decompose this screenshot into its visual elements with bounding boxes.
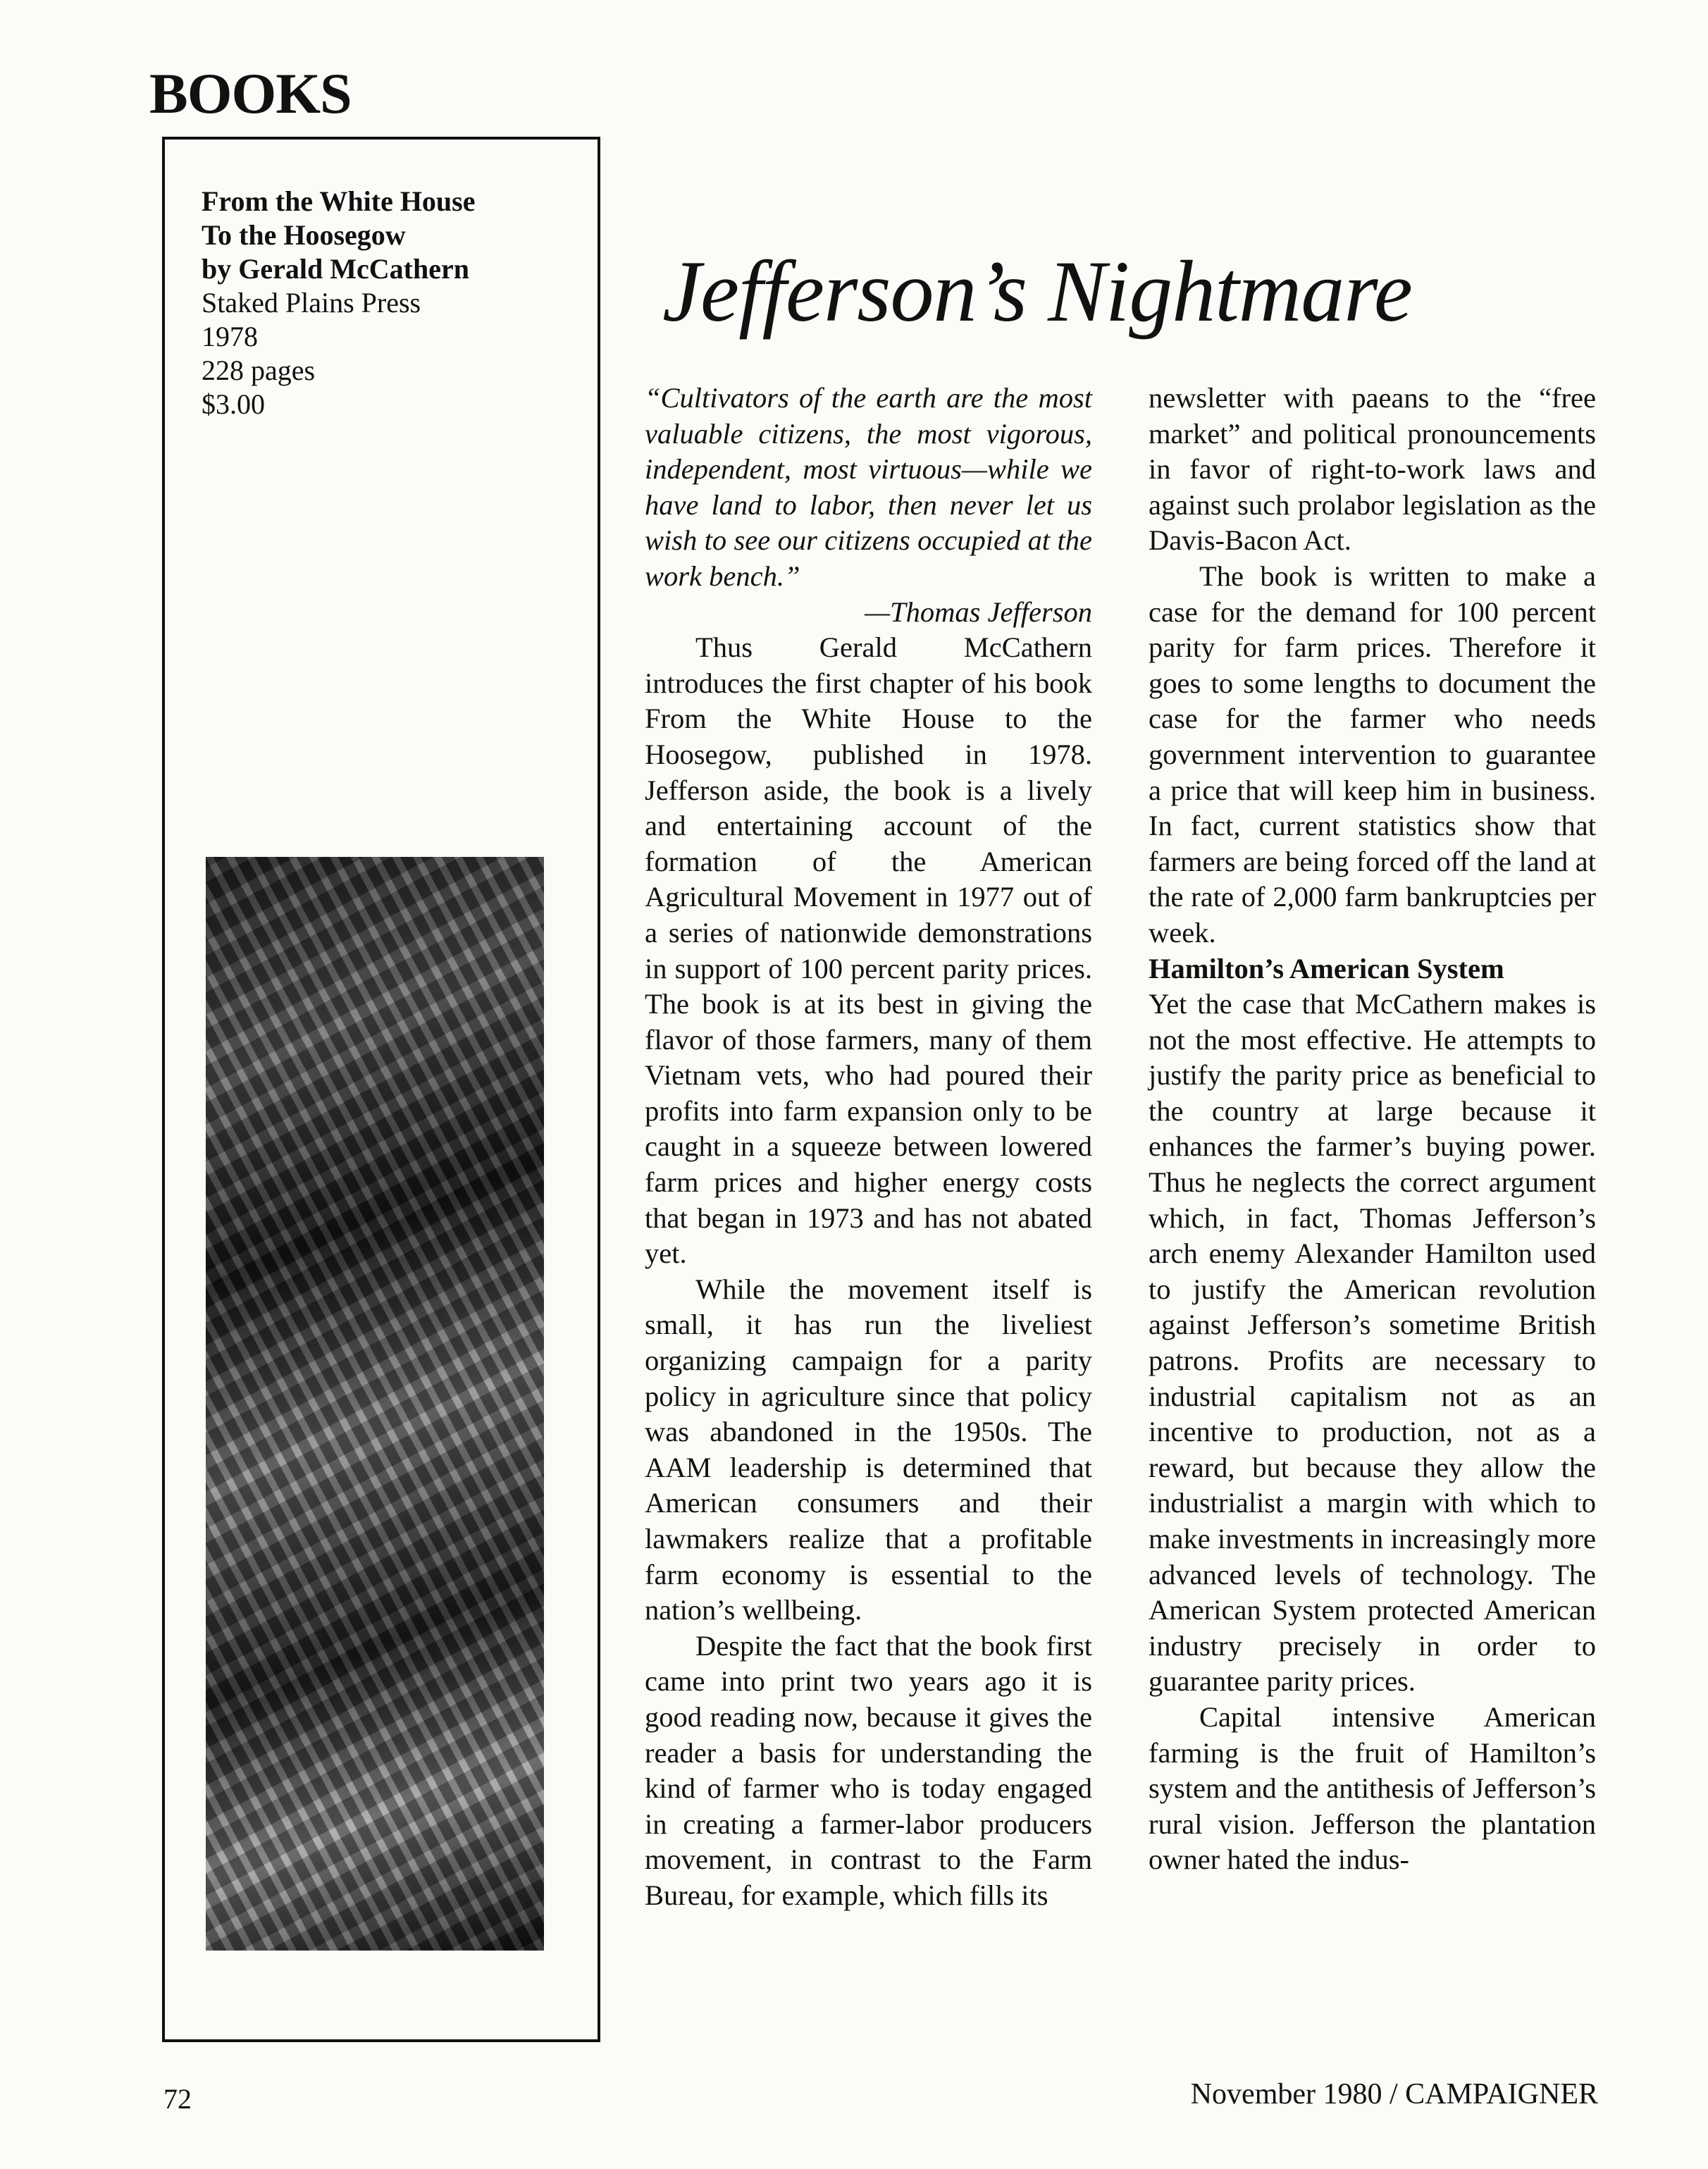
epigraph-attribution: —Thomas Jefferson [865, 595, 1092, 628]
book-publisher: Staked Plains Press [202, 287, 421, 319]
paragraph: Yet the case that McCathern makes is not the most effective. He attempts to justify the parity price as beneficial to the country at large because it enhances the farmer’s buying power. Thus he neglects the correct argument which, in fact, Thomas Jefferson’s arch enemy Alexander Hamilton used to justify the American revolution against Jefferson’s sometime British patrons. Profits are necessary to industrial capitalism not as an incentive to production, not as a reward, but because they allow the industrialist a margin with which to make investments in increasingly more advanced levels of technology. The American System protected American industry precisely in order to guarantee parity prices. [1149, 988, 1596, 1698]
issue-label: November 1980 / CAMPAIGNER [1190, 2078, 1598, 2111]
article-column-2 [1149, 381, 1596, 1878]
paragraph: Thus Gerald McCathern introduces the first chapter of his book From the White House to the Hoosegow, published in 1978. Jefferson aside, the book is a lively and entertaining account of the formation of the American Agricultural Movement in 1977 out of a series of nationwide demonstrations in support of 100 percent parity prices. The book is at its best in giving the flavor of those farmers, many of them Vietnam vets, who had poured their profits into farm expansion only to be caught in a squeeze between lowered farm prices and higher energy costs that began in 1973 and has not abated yet. [645, 631, 1092, 1270]
book-year: 1978 [202, 321, 258, 352]
paragraph: Despite the fact that the book first came into print two years ago it is good reading now, because it gives the reader a basis for understanding the kind of farmer who is today engaged in creating a farmer-labor producers movement, in contrast to the Farm Bureau, for example, which fills its [645, 1629, 1092, 1911]
book-author: by Gerald McCathern [202, 253, 469, 285]
page-number: 72 [163, 2083, 192, 2115]
epigraph-quote: “Cultivators of the earth are the most valuable citizens, the most vigorous, independent, most virtuous—while we have land to labor, then never let us wish to see our citizens occupied at the work bench.” [645, 382, 1092, 592]
book-price: $3.00 [202, 388, 265, 420]
section-title: BOOKS [149, 61, 352, 125]
article-column-1 [645, 381, 1092, 1914]
book-title-line2: To the Hoosegow [202, 219, 406, 251]
subheading: Hamilton’s American System [1149, 952, 1504, 984]
book-pages: 228 pages [202, 354, 316, 386]
book-title-line1: From the White House [202, 185, 476, 217]
article-headline: Jefferson’s Nightmare [662, 243, 1412, 340]
paragraph: newsletter with paeans to the “free market” and political pronouncements in favor of right-to-work laws and against such prolabor legislation as the Davis-Bacon Act. [1149, 382, 1596, 557]
paragraph: Capital intensive American farming is the fruit of Hamilton’s system and the antithesis of Jefferson’s rural vision. Jefferson the plantation owner hated the indus- [1149, 1700, 1596, 1876]
book-details [202, 185, 476, 421]
paragraph: While the movement itself is small, it has run the liveliest organizing campaign for a parity policy in agriculture since that policy was abandoned in the 1950s. The AAM leadership is determined that American consumers and their lawmakers realize that a profitable farm economy is essential to the nation’s wellbeing. [645, 1273, 1092, 1626]
book-info-box [162, 137, 600, 2042]
farm-field-photo [206, 857, 544, 1951]
paragraph: The book is written to make a case for the demand for 100 percent parity for farm prices. Therefore it goes to some lengths to document the case for the farmer who needs government intervention to guarantee a price that will keep him in business. In fact, current statistics show that farmers are being forced off the land at the rate of 2,000 farm bankruptcies per week. [1149, 560, 1596, 948]
